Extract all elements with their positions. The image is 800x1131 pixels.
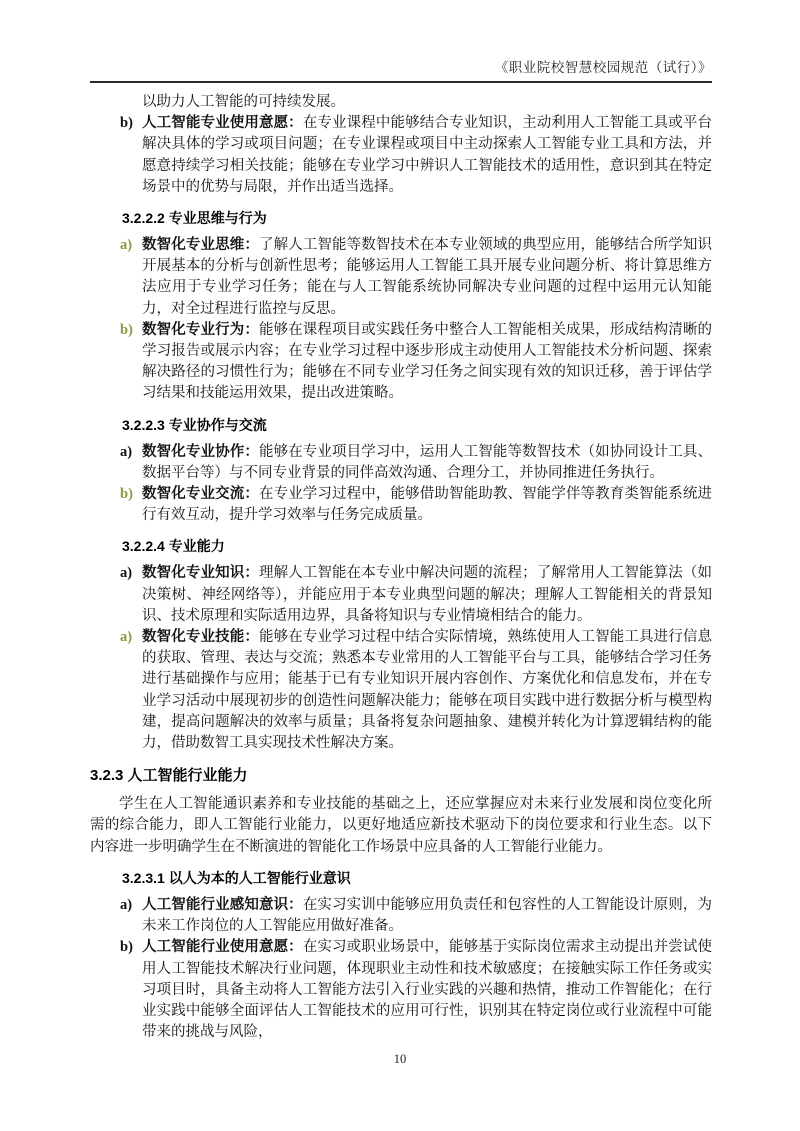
list-item bbox=[90, 235, 712, 320]
item-label: 数智化专业技能： bbox=[142, 629, 259, 646]
list-marker: a) bbox=[120, 237, 133, 254]
document-body bbox=[90, 92, 712, 1043]
page-header bbox=[90, 56, 712, 83]
item-text: 在专业学习过程中，能够借助智能助教、智能学伴等教育类智能系统进行有效互动，提升学习效率与任务完成质量。 bbox=[142, 486, 713, 524]
item-label: 人工智能行业感知意识： bbox=[142, 896, 303, 913]
list-item bbox=[90, 895, 712, 937]
section-heading: 3.2.3 人工智能行业能力 bbox=[90, 767, 248, 785]
running-header-title: 《职业院校智慧校园规范（试行）》 bbox=[494, 60, 712, 75]
item-text: 能够在专业项目学习中，运用人工智能等数智技术（如协同设计工具、数据平台等）与不同专业背景的同伴高效沟通、合理分工，并协同推进任务执行。 bbox=[142, 443, 713, 481]
item-text: 能够在课程项目或实践任务中整合人工智能相关成果，形成结构清晰的学习报告或展示内容；在专业学习过程中逐步形成主动使用人工智能技术分析问题、探索解决路径的习惯性行为；能够在不同专业学习任务之间实现有效的知识迁移，善于评估学习结果和技能运用效果，提出改进策略。 bbox=[142, 321, 713, 402]
list-item bbox=[90, 937, 712, 1043]
item-label: 数智化专业知识： bbox=[142, 565, 259, 582]
list-marker: a) bbox=[120, 896, 133, 913]
item-text: 在实习实训中能够应用负责任和包容性的人工智能设计原则，为未来工作岗位的人工智能应用做好准备。 bbox=[142, 896, 713, 935]
section-heading: 3.2.3.1 以人为本的人工智能行业意识 bbox=[122, 869, 351, 886]
list-marker: b) bbox=[120, 939, 133, 956]
item-label: 人工智能行业使用意愿： bbox=[142, 939, 303, 956]
item-label: 人工智能专业使用意愿： bbox=[142, 115, 303, 132]
list-marker: a) bbox=[120, 629, 133, 646]
section-heading: 3.2.2.3 专业协作与交流 bbox=[122, 416, 267, 433]
list-marker: b) bbox=[120, 486, 133, 503]
list-item bbox=[90, 113, 712, 198]
continuation-line: 以助力人工智能的可持续发展。 bbox=[142, 94, 345, 110]
list-marker: a) bbox=[120, 565, 133, 582]
header-rule-divider bbox=[90, 81, 712, 83]
list-item bbox=[90, 320, 712, 405]
section-heading: 3.2.2.4 专业能力 bbox=[122, 538, 225, 555]
list-item bbox=[90, 627, 712, 754]
list-marker: b) bbox=[120, 115, 133, 132]
item-label: 数智化专业思维： bbox=[142, 237, 259, 254]
item-text: 理解人工智能在本专业中解决问题的流程；了解常用人工智能算法（如决策树、神经网络等），并能应用于本专业典型问题的解决；理解人工智能相关的背景知识、技术原理和实际适用边界，具备将知识与专业情境相结合的能力。 bbox=[142, 565, 713, 624]
page-footer bbox=[0, 1052, 800, 1067]
body-paragraph: 学生在人工智能通识素养和专业技能的基础之上，还应掌握应对未来行业发展和岗位变化所需的综合能力，即人工智能行业能力，以更好地适应新技术驱动下的岗位要求和行业生态。以下内容进一步明确学生在不断演进的智能化工作场景中应具备的人工智能行业能力。 bbox=[90, 796, 712, 855]
list-item bbox=[90, 442, 712, 484]
list-marker: a) bbox=[120, 443, 133, 460]
item-text: 在专业课程中能够结合专业知识，主动利用人工智能工具或平台解决具体的学习或项目问题；在专业课程或项目中主动探索人工智能专业工具和方法，并愿意持续学习相关技能；能够在专业学习中辨识人工智能技术的适用性，意识到其在特定场景中的优势与局限，并作出适当选择。 bbox=[142, 115, 713, 195]
list-item bbox=[90, 484, 712, 526]
item-text: 了解人工智能等数智技术在本专业领域的典型应用，能够结合所学知识开展基本的分析与创新性思考；能够运用人工智能工具开展专业问题分析、将计算思维方法应用于专业学习任务；能在与人工智能系统协同解决专业问题的过程中运用元认知能力，对全过程进行监控与反思。 bbox=[142, 237, 713, 317]
page-number: 10 bbox=[393, 1052, 407, 1066]
list-item bbox=[90, 563, 712, 627]
item-text: 在实习或职业场景中，能够基于实际岗位需求主动提出并尝试使用人工智能技术解决行业问题，体现职业主动性和技术敏感度；在接触实际工作任务或实习项目时，具备主动将人工智能方法引入行业实践的兴趣和热情，推动工作智能化；在行业实践中能够全面评估人工智能技术的应用可行性，识别其在特定岗位或行业流程中可能带来的挑战与风险， bbox=[142, 939, 713, 1041]
list-marker: b) bbox=[120, 321, 133, 338]
item-label: 数智化专业行为： bbox=[142, 321, 259, 338]
section-heading: 3.2.2.2 专业思维与行为 bbox=[122, 210, 267, 227]
item-label: 数智化专业协作： bbox=[142, 443, 259, 460]
item-text: 能够在专业学习过程中结合实际情境，熟练使用人工智能工具进行信息的获取、管理、表达与交流；熟悉本专业常用的人工智能平台与工具，能够结合学习任务进行基础操作与应用；能基于已有专业知识开展内容创作、方案优化和信息发布，并在专业学习活动中展现初步的创造性问题解决能力；能够在项目实践中进行数据分析与模型构建，提高问题解决的效率与质量；具备将复杂问题抽象、建模并转化为计算逻辑结构的能力，借助数智工具实现技术性解决方案。 bbox=[142, 629, 713, 752]
item-label: 数智化专业交流： bbox=[142, 486, 259, 503]
